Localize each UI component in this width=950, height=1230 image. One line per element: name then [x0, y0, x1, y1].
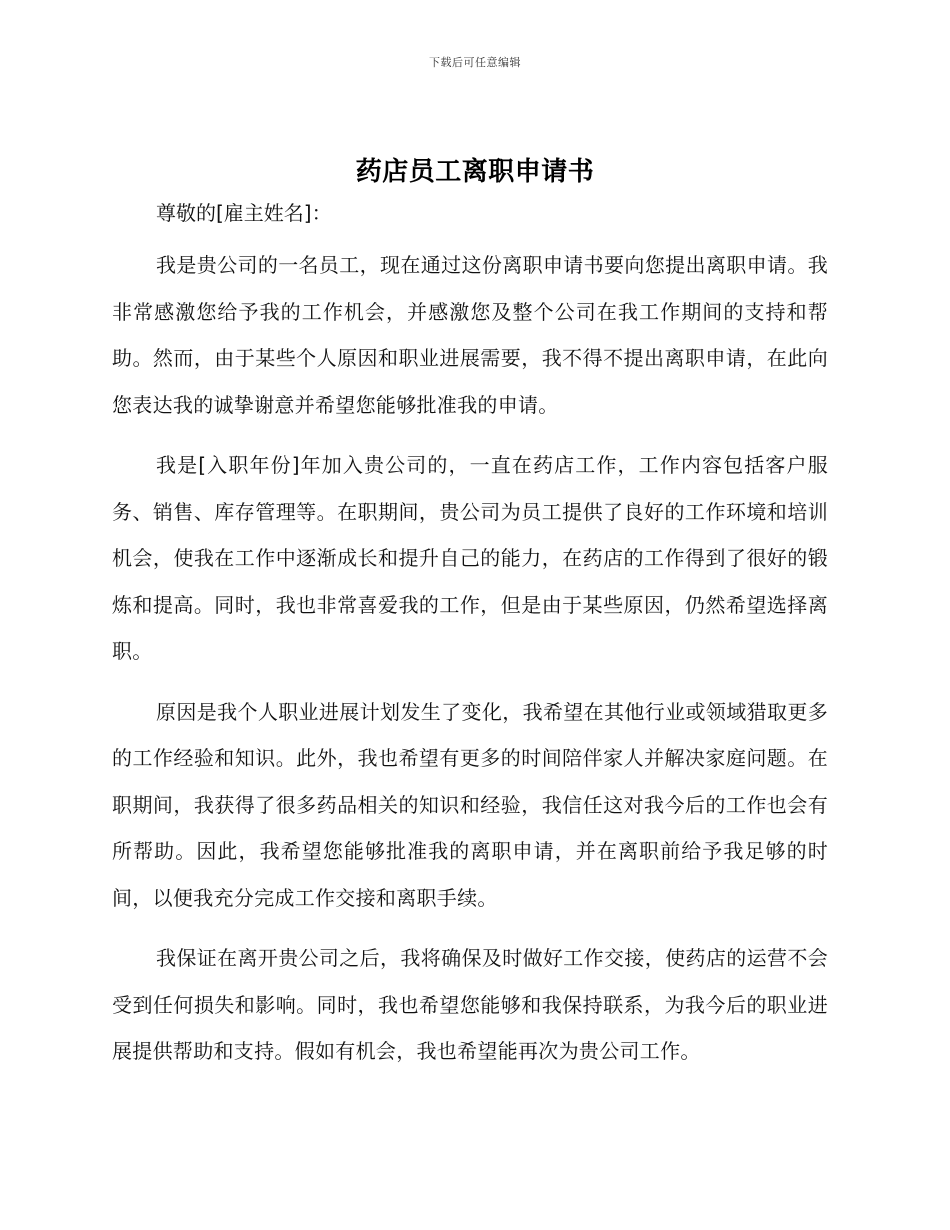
- paragraph-3: 原因是我个人职业进展计划发生了变化，我希望在其他行业或领域猎取更多的工作经验和知识。此外，我也希望有更多的时间陪伴家人并解决家庭问题。在职期间，我获得了很多药品相关的知识和经验，我信任这对我今后的工作也会有所帮助。因此，我希望您能够批准我的离职申请，并在离职前给予我足够的时间，以便我充分完成工作交接和离职手续。: [112, 699, 828, 910]
- paragraph-1: 我是贵公司的一名员工，现在通过这份离职申请书要向您提出离职申请。我非常感激您给予我的工作机会，并感激您及整个公司在我工作期间的支持和帮助。然而，由于某些个人原因和职业进展需要，我不得不提出离职申请，在此向您表达我的诚挚谢意并希望您能够批准我的申请。: [112, 253, 828, 417]
- document-body: [112, 196, 828, 1089]
- paragraph-4: 我保证在离开贵公司之后，我将确保及时做好工作交接，使药店的运营不会受到任何损失和影响。同时，我也希望您能够和我保持联系，为我今后的职业进展提供帮助和支持。假如有机会，我也希望能再次为贵公司工作。: [112, 946, 828, 1063]
- salutation: 尊敬的[雇主姓名]：: [156, 201, 332, 225]
- paragraph-2: 我是[入职年份]年加入贵公司的，一直在药店工作，工作内容包括客户服务、销售、库存管理等。在职期间，贵公司为员工提供了良好的工作环境和培训机会，使我在工作中逐渐成长和提升自己的能力，在药店的工作得到了很好的锻炼和提高。同时，我也非常喜爱我的工作，但是由于某些原因，仍然希望选择离职。: [112, 453, 828, 663]
- page-header-note: 下载后可任意编辑: [429, 56, 521, 69]
- document-title: 药店员工离职申请书: [355, 157, 595, 187]
